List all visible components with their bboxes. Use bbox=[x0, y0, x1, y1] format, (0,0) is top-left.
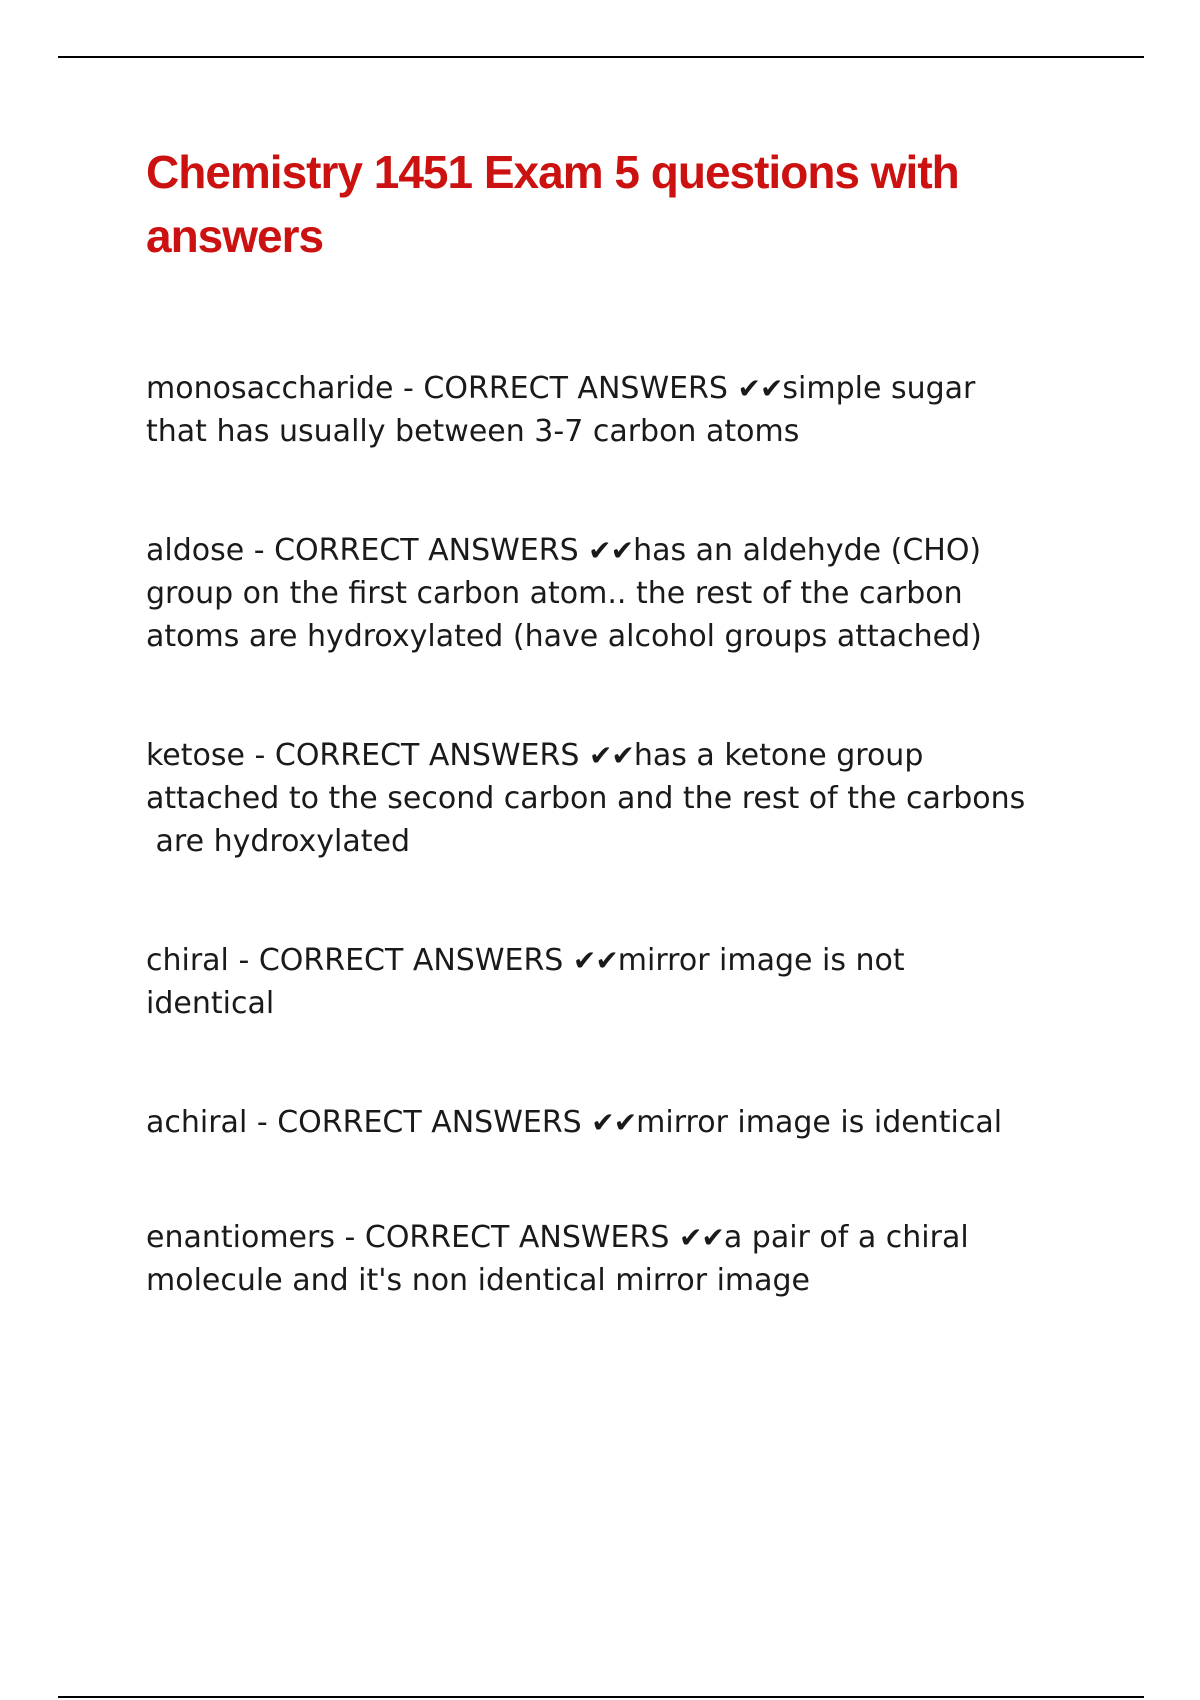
qa-term: achiral bbox=[146, 1105, 248, 1140]
qa-answer: has a ketone group attached to the second carbon and the rest of the carbons are hydroxylated bbox=[146, 738, 1026, 859]
qa-item-chiral bbox=[146, 939, 1146, 1025]
qa-answer: mirror image is not identical bbox=[146, 943, 905, 1021]
qa-item-aldose bbox=[146, 529, 1146, 658]
qa-item-ketose bbox=[146, 734, 1146, 863]
qa-separator: - bbox=[247, 1105, 278, 1140]
qa-list bbox=[146, 367, 1146, 1378]
qa-term: ketose bbox=[146, 738, 245, 773]
qa-item-monosaccharide bbox=[146, 367, 1146, 453]
qa-separator: - bbox=[393, 371, 424, 406]
correct-answers-label: CORRECT ANSWERS bbox=[423, 371, 738, 406]
qa-separator: - bbox=[228, 943, 259, 978]
check-icon: ✔✔ bbox=[588, 739, 634, 772]
qa-term: enantiomers bbox=[146, 1220, 335, 1255]
qa-term: monosaccharide bbox=[146, 371, 394, 406]
correct-answers-label: CORRECT ANSWERS bbox=[364, 1220, 679, 1255]
check-icon: ✔✔ bbox=[591, 1106, 637, 1139]
qa-answer: a pair of a chiral molecule and it's non identical mirror image bbox=[146, 1220, 969, 1298]
qa-answer: has an aldehyde (CHO) group on the first carbon atom.. the rest of the carbon atoms are hydroxylated (have alcohol groups attached) bbox=[146, 533, 982, 654]
correct-answers-label: CORRECT ANSWERS bbox=[258, 943, 573, 978]
qa-separator: - bbox=[244, 738, 275, 773]
correct-answers-label: CORRECT ANSWERS bbox=[274, 738, 589, 773]
document-title: Chemistry 1451 Exam 5 questions with answers bbox=[146, 146, 959, 262]
qa-answer: mirror image is identical bbox=[636, 1105, 1003, 1140]
correct-answers-label: CORRECT ANSWERS bbox=[277, 1105, 592, 1140]
bottom-rule bbox=[58, 1696, 1144, 1698]
qa-separator: - bbox=[334, 1220, 365, 1255]
check-icon: ✔✔ bbox=[737, 372, 783, 405]
qa-answer: simple sugar that has usually between 3-7 carbon atoms bbox=[146, 371, 976, 449]
qa-item-enantiomers bbox=[146, 1216, 1146, 1302]
check-icon: ✔✔ bbox=[588, 534, 634, 567]
correct-answers-label: CORRECT ANSWERS bbox=[274, 533, 589, 568]
qa-item-achiral bbox=[146, 1101, 1146, 1144]
check-icon: ✔✔ bbox=[572, 944, 618, 977]
qa-separator: - bbox=[244, 533, 275, 568]
check-icon: ✔✔ bbox=[678, 1221, 724, 1254]
qa-term: chiral bbox=[146, 943, 229, 978]
top-rule bbox=[58, 56, 1144, 58]
qa-term: aldose bbox=[146, 533, 245, 568]
